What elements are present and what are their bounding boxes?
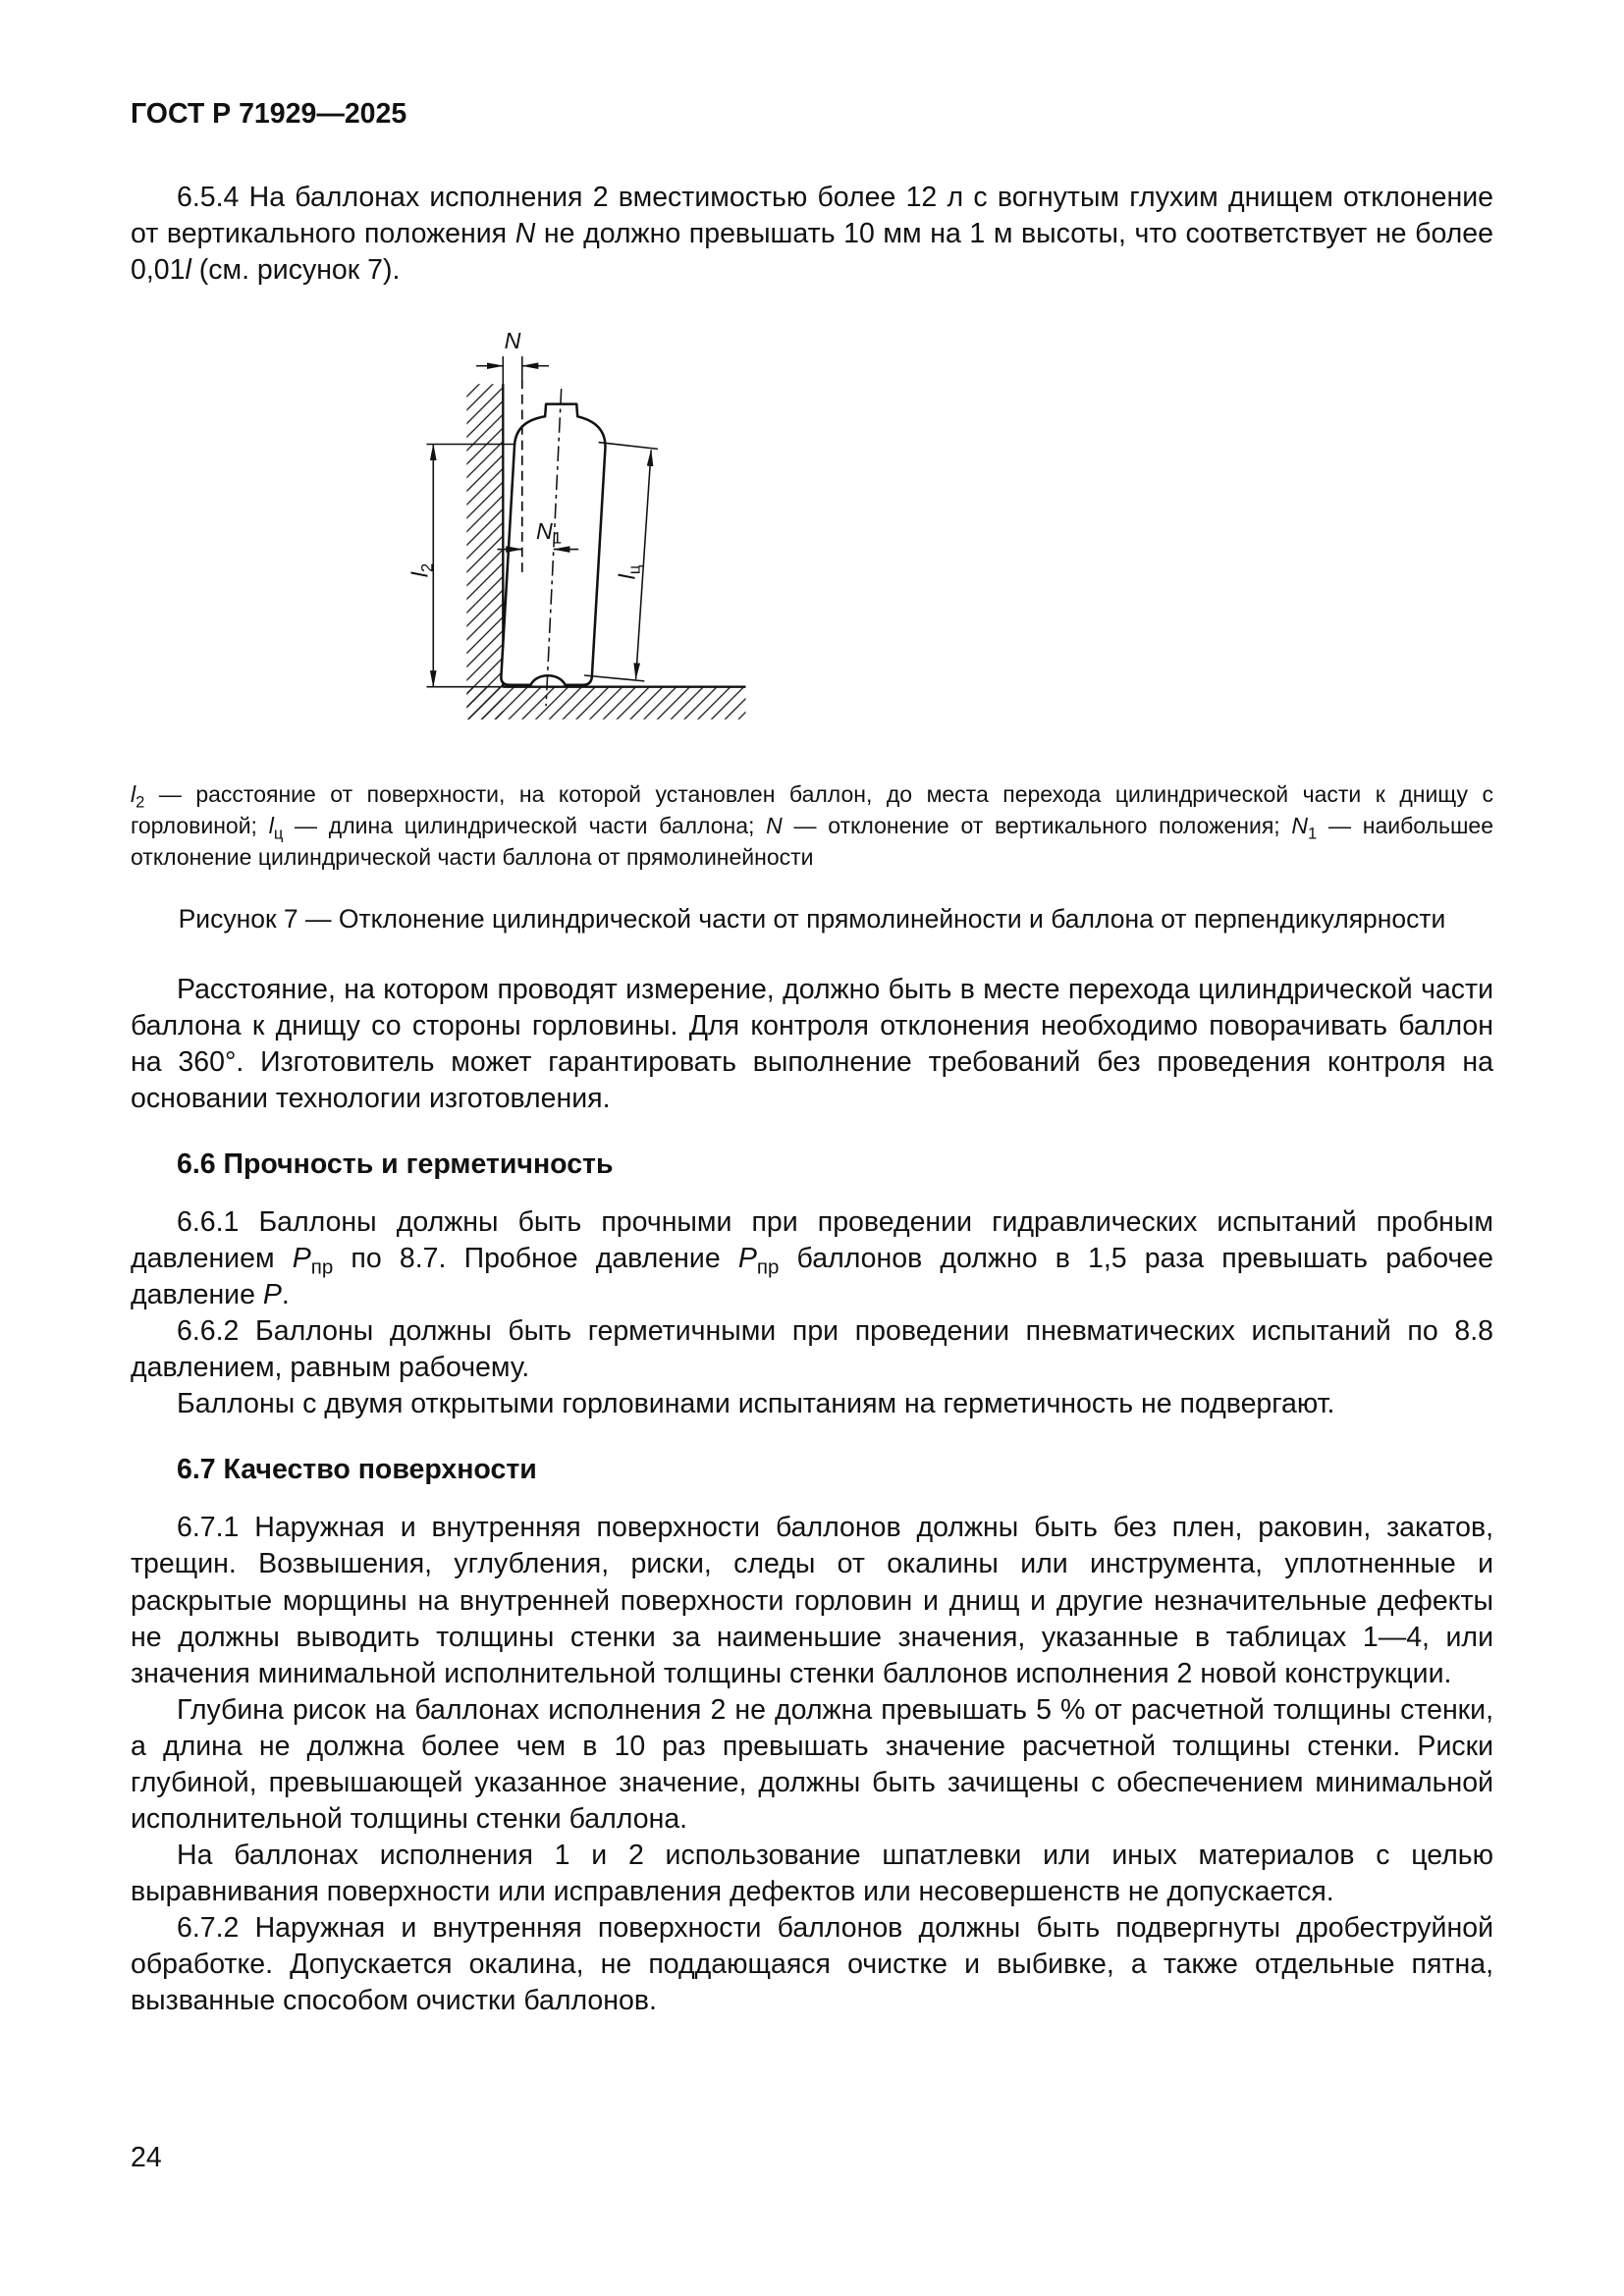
figure-caption: Рисунок 7 — Отклонение цилиндрической части от прямолинейности и баллона от перпендикулярности — [178, 904, 1446, 934]
dimension-n — [476, 356, 549, 389]
floor-hatch — [466, 687, 745, 720]
para-6-5-4: 6.5.4 На баллонах исполнения 2 вместимостью более 12 л с вогнутым глухим днищем отклонение от вертикального положения N не должно превышать 10 мм на 1 м высоты, что соответствует не более 0,01l (см. рисунок 7). — [131, 182, 1493, 287]
label-l2: $l_2$ — [407, 562, 437, 578]
heading-6-7: 6.7 Качество поверхности — [177, 1454, 537, 1486]
para-6-6-2: 6.6.2 Баллоны должны быть герметичными при проведении пневматических испытаний по 8.8 давлением, равным рабочему. — [131, 1315, 1493, 1384]
para-6-7-2: 6.7.2 Наружная и внутренняя поверхности баллонов должны быть подвергнуты дробеструйной обработке. Допускается окалина, не поддающаяся очистке и выбивке, а также отдельные пятна, вызванные способом очистки баллонов. — [131, 1911, 1493, 2017]
para-groove-depth: Глубина рисок на баллонах исполнения 2 не должна превышать 5 % от расчетной толщины стенки, а длина не должна более чем в 10 раз превышать значение расчетной толщины стенки. Риски глубиной, превышающей указанное значение, должны быть зачищены с обеспечением минимальной исполнительной толщины стенки баллона. — [131, 1693, 1493, 1835]
para-measurement: Расстояние, на котором проводят измерение, должно быть в месте перехода цилиндрической части баллона к днищу со стороны горловины. Для контроля отклонения необходимо поворачивать баллон на 360°. Изготовитель может гарантировать выполнение требований без проведения контроля на основании технологии изготовления. — [131, 973, 1493, 1115]
label-n1: $N_1$ — [535, 518, 563, 548]
document-header: ГОСТ Р 71929—2025 — [131, 98, 407, 130]
para-no-tightness-test: Баллоны с двумя открытыми горловинами испытаниям на герметичность не подвергают. — [177, 1388, 1335, 1420]
figure-7-drawing — [407, 326, 1493, 752]
figure-7 — [131, 326, 1493, 936]
para-6-6-1: 6.6.1 Баллоны должны быть прочными при проведении гидравлических испытаний пробным давлением $P_{пр}$ по 8.7. Пробное давление $P_{пр}$ баллонов должно в 1,5 раза превышать рабочее давление P. — [131, 1206, 1493, 1311]
label-lc: $l_ц$ — [614, 564, 644, 580]
figure-7-svg — [407, 326, 763, 742]
label-n: N — [504, 328, 521, 354]
para-6-7-1: 6.7.1 Наружная и внутренняя поверхности баллонов должны быть без плен, раковин, закатов, трещин. Возвышения, углубления, риски, следы от окалины или инструмента, уплотненные и раскрытые морщины на внутренней поверхности горловин и днищ и другие незначительные дефекты не должны выводить толщины стенки за наименьшие значения, указанные в таблицах 1—4, или значения минимальной исполнительной толщины стенки баллонов исполнения 2 новой конструкции. — [131, 1512, 1493, 1689]
wall-hatch — [466, 384, 503, 720]
page-number: 24 — [131, 2142, 162, 2173]
figure-legend: $l_2$ — расстояние от поверхности, на которой установлен баллон, до места перехода цилиндрической части к днищу с горловиной; $l_ц$ — длина цилиндрической части баллона; N — отклонение от вертикального положения; $N_1$ — наибольшее отклонение цилиндрической части баллона от прямолинейности — [131, 781, 1493, 870]
heading-6-6: 6.6 Прочность и герметичность — [177, 1148, 614, 1181]
para-no-putty: На баллонах исполнения 1 и 2 использование шпатлевки или иных материалов с целью выравнивания поверхности или исправления дефектов или несовершенств не допускается. — [131, 1839, 1493, 1907]
